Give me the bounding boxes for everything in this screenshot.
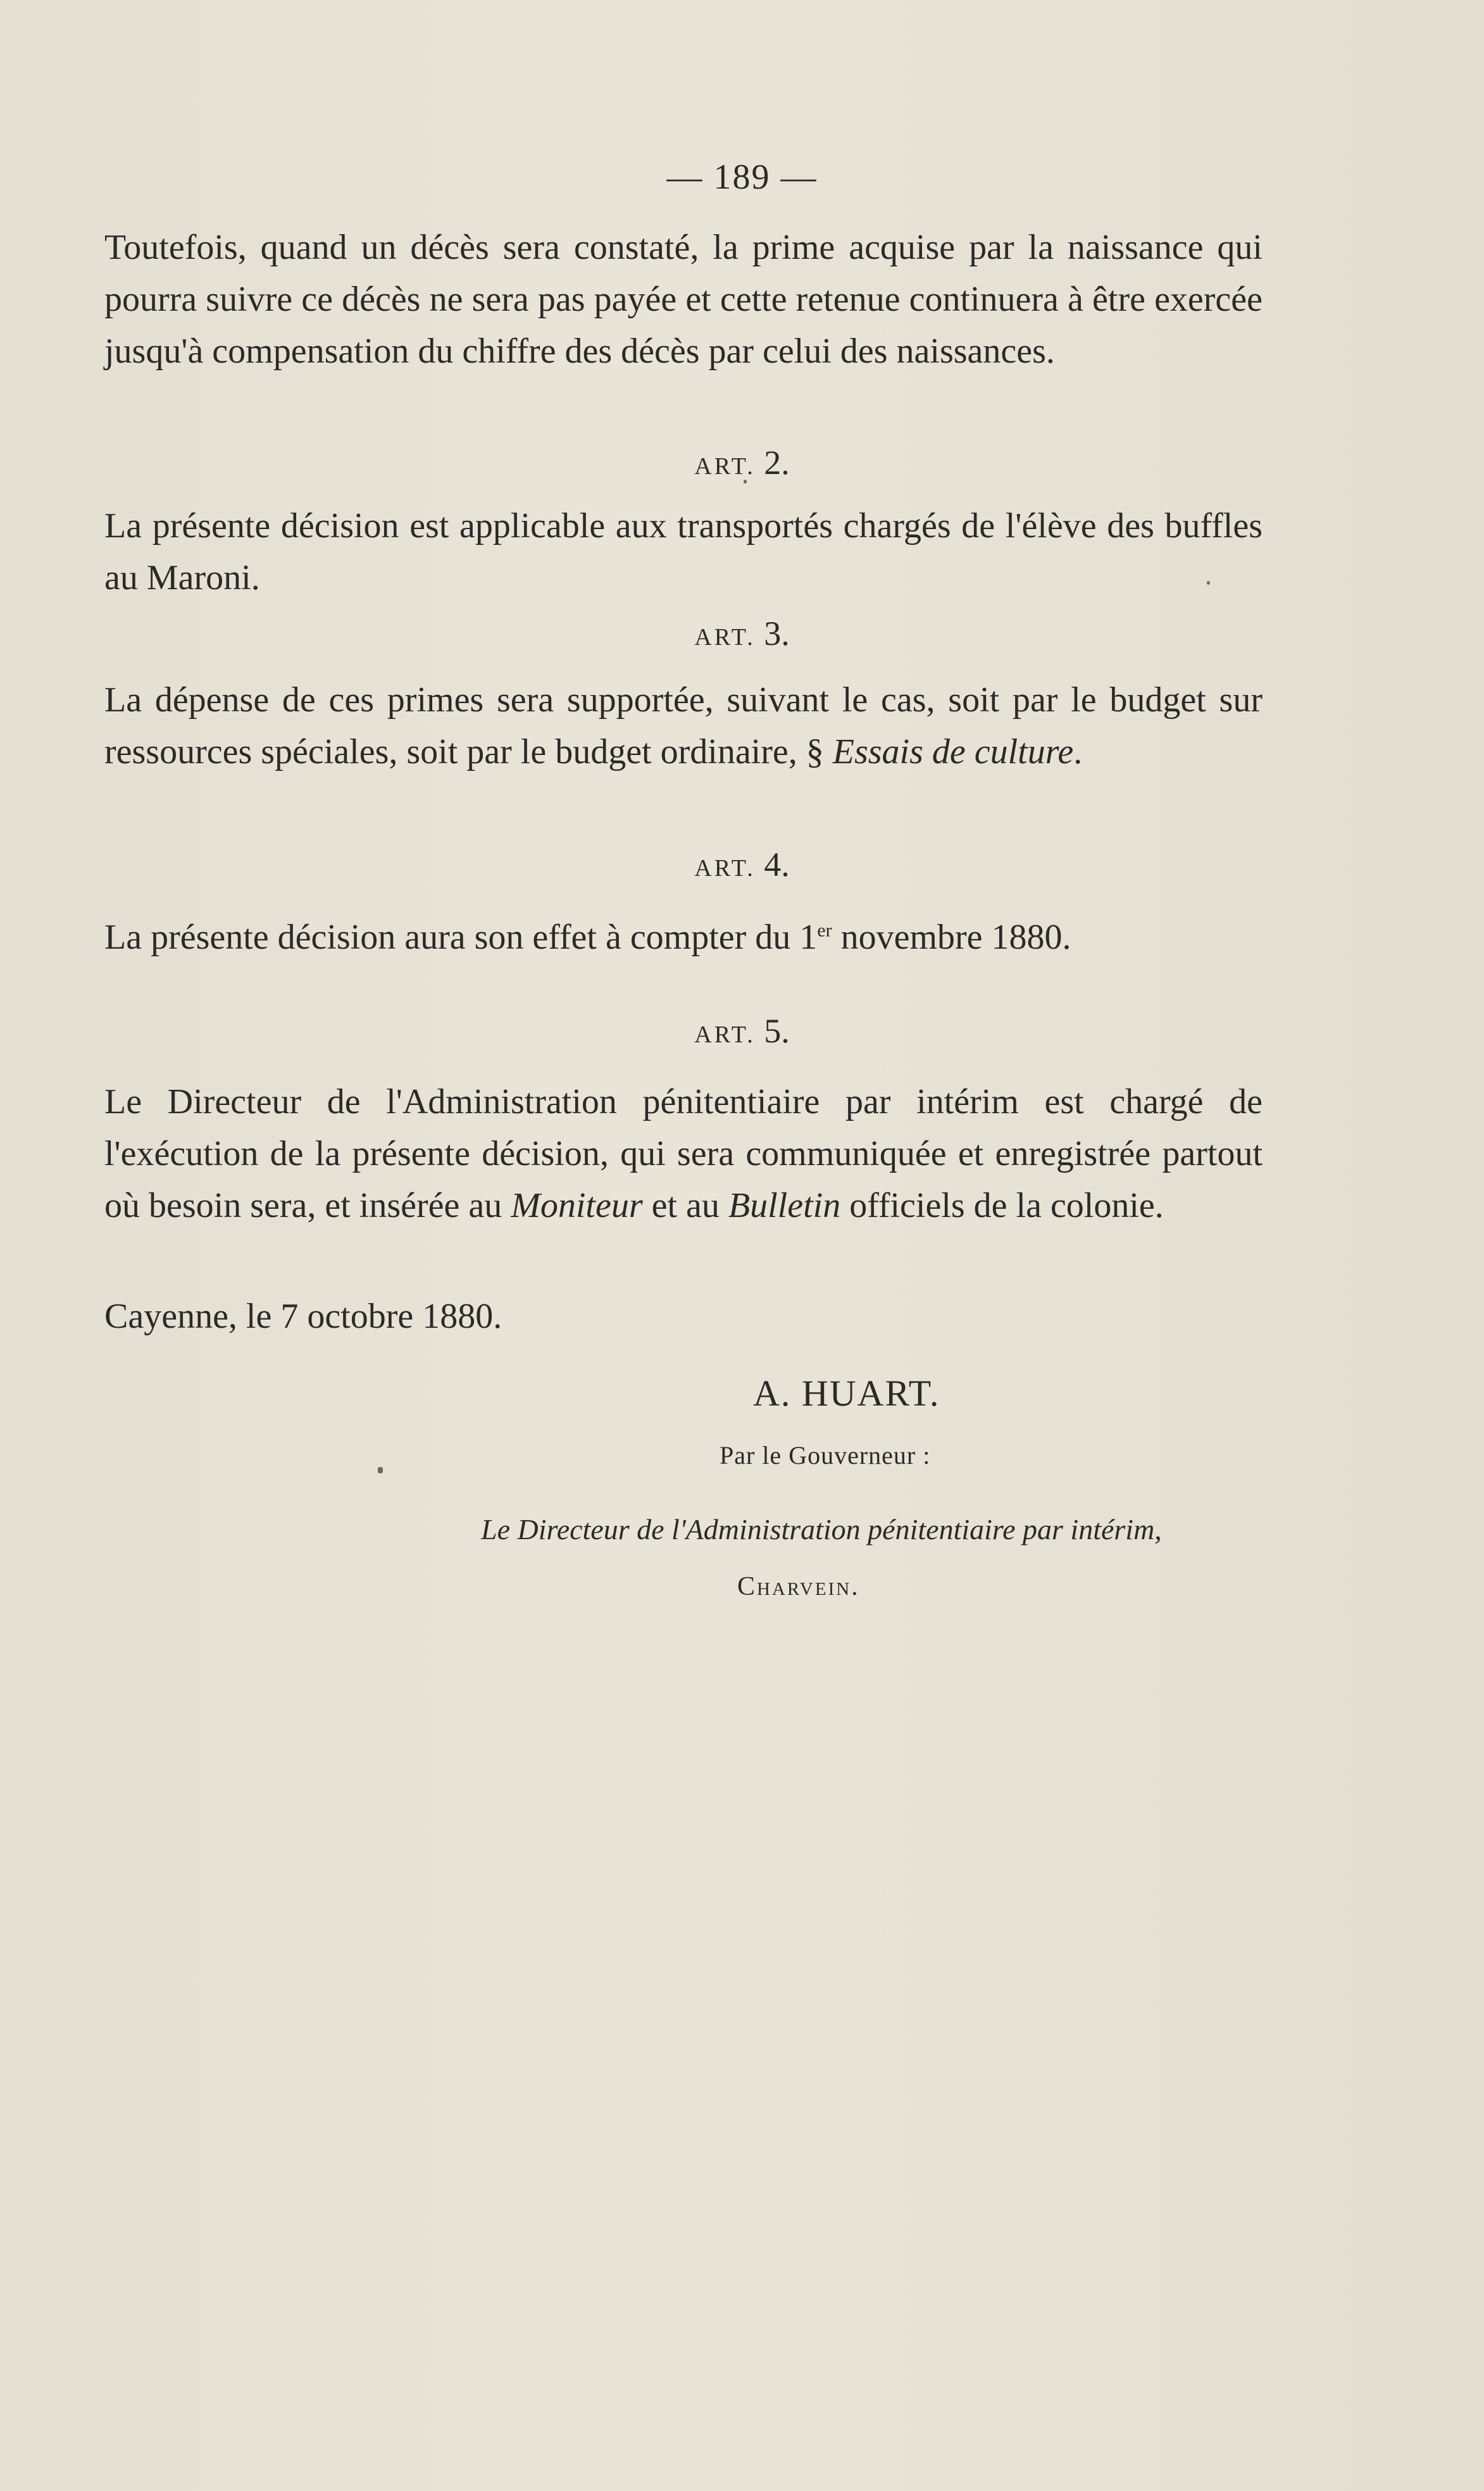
paragraph-4-start: La présente décision aura son effet à compter du 1 [104,918,818,957]
article-3-heading [0,614,1484,653]
paragraph-5-end: officiels de la colonie. [840,1186,1164,1225]
article-5-heading [0,1011,1484,1051]
ink-speck [1207,581,1210,585]
article-label: ART. [694,453,756,480]
paragraph-1-text: Toutefois, quand un décès sera constaté, la prime acquise par la naissance qui pourra suivre ce décès ne sera pas payée et cette retenue continuera à être exercée jusqu'à compensation du chiffre des décès par celui des naissances. [104,228,1263,371]
second-signatory: Charvein. [737,1572,860,1601]
paragraph-4 [104,911,1263,963]
paragraph-4-text [104,911,1263,963]
paragraph-4-end: novembre 1880. [832,918,1071,957]
signatory-title: Le Directeur de l'Administration pénitentiaire par intérim, [481,1513,1162,1545]
paragraph-5-start: Le Directeur de l'Administration pénitentiaire par intérim est chargé de l'exécution de la présente décision, qui sera communiquée et enregistrée partout où besoin sera, et insérée au [104,1082,1263,1225]
signatory-name: A. HUART. [753,1373,940,1414]
paragraph-3-start: La dépense de ces primes sera supportée, suivant le cas, soit par le budget sur ressources spéciales, soit par le budget ordinaire, § [104,680,1263,771]
article-number: 5. [764,1012,790,1050]
by-line: Par le Gouverneur : [720,1441,931,1470]
article-label: ART. [694,855,756,882]
paragraph-5-mid: et au [642,1186,728,1225]
paragraph-4-superscript: er [817,920,832,941]
paragraph-3 [104,674,1263,778]
paragraph-5-italic-bulletin: Bulletin [728,1186,841,1225]
paragraph-2-text: La présente décision est applicable aux transportés chargés de l'élève des buffles au Maroni. [104,506,1263,597]
paragraph-1 [104,222,1263,377]
paragraph-3-end: . [1073,732,1083,771]
article-label: ART. [694,624,756,651]
article-number: 4. [764,846,790,883]
paragraph-2 [104,500,1263,604]
article-4-heading [0,845,1484,884]
paragraph-3-italic: Essais de culture [832,732,1074,771]
date-line: Cayenne, le 7 octobre 1880. [104,1297,502,1336]
paragraph-5-italic-moniteur: Moniteur [511,1186,643,1225]
article-2-heading [0,443,1484,482]
article-number: 2. [764,444,790,482]
paragraph-3-text [104,674,1263,778]
article-number: 3. [764,615,790,652]
article-label: ART. [694,1021,756,1048]
paragraph-5-text [104,1076,1263,1232]
ink-speck [744,480,747,484]
page-number: — 189 — [666,158,818,197]
paragraph-5 [104,1076,1263,1232]
ink-speck [378,1467,383,1473]
